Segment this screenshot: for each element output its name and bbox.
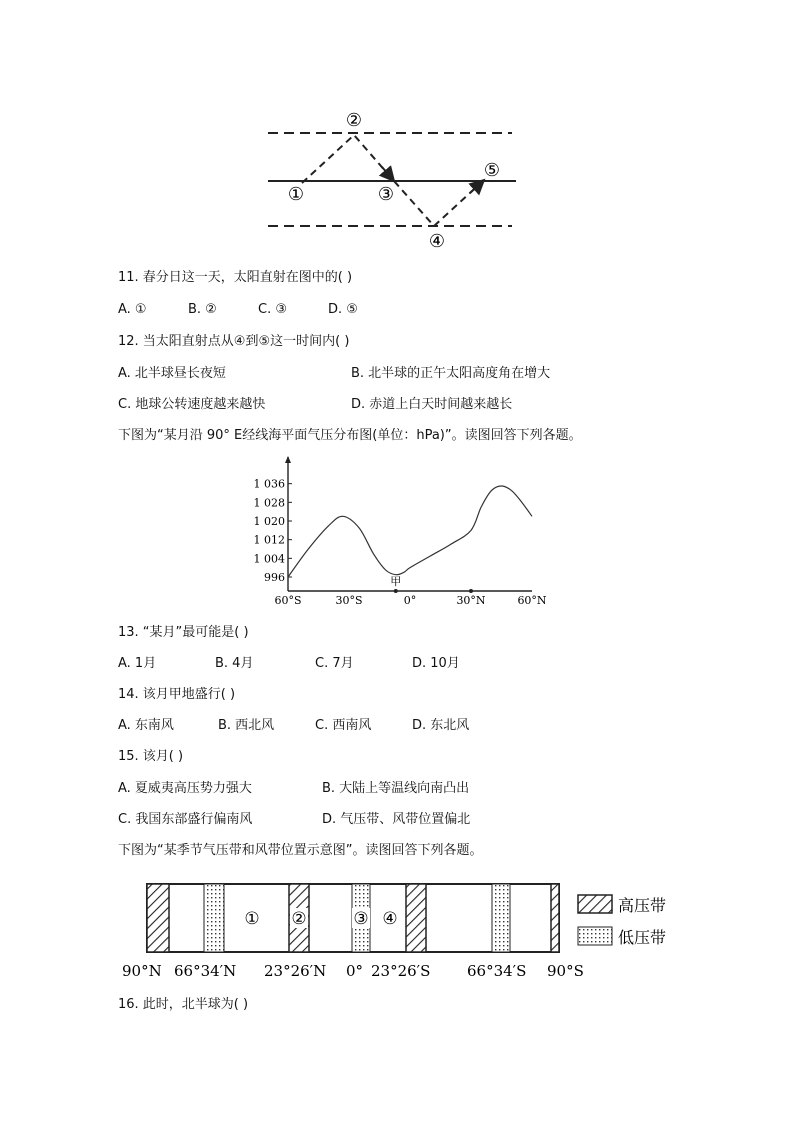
q12-option-d[interactable]: D. 赤道上白天时间越来越长 (351, 397, 513, 412)
y-tick-label: 1 020 (253, 515, 285, 528)
q14-option-c[interactable]: C. 西南风 (315, 718, 372, 733)
legend-low-swatch (578, 927, 612, 945)
pressure-line (288, 486, 532, 577)
q15-option-d[interactable]: D. 气压带、风带位置偏北 (322, 812, 471, 827)
lat-label-0: 0° (346, 962, 364, 980)
y-tick-label: 1 004 (253, 552, 285, 566)
q13-stem: 13. “某月”最可能是( ) (118, 625, 249, 640)
x-tick-label: 60°N (517, 594, 547, 607)
zone-4-label: ④ (382, 909, 398, 929)
y-tick-label: 996 (264, 571, 285, 584)
point-5-label: ⑤ (483, 160, 501, 181)
intro-belts-diagram: 下图为“某季节气压带和风带位置示意图”。读图回答下列各题。 (118, 843, 483, 858)
x-tick-label: 0° (403, 594, 417, 607)
q12-stem: 12. 当太阳直射点从④到⑤这一时间内( ) (118, 334, 350, 349)
zone-1-label: ① (244, 909, 260, 929)
lat-label-90s: 90°S (547, 962, 584, 980)
q11-option-a[interactable]: A. ① (118, 302, 147, 317)
q12-option-b[interactable]: B. 北半球的正午太阳高度角在增大 (351, 366, 551, 381)
x-tick-label: 60°S (274, 594, 302, 607)
q14-option-d[interactable]: D. 东北风 (412, 718, 470, 733)
q16-stem: 16. 此时，北半球为( ) (118, 997, 249, 1012)
y-tick-label: 1 036 (253, 477, 285, 491)
jia-label: 甲 (390, 575, 402, 588)
q15-option-b[interactable]: B. 大陆上等温线向南凸出 (322, 781, 470, 796)
pressure-belts-diagram (114, 872, 714, 984)
q14-option-a[interactable]: A. 东南风 (118, 718, 174, 733)
high-pressure-belt-polar-n (147, 884, 169, 952)
legend-high-label: 高压带 (618, 896, 667, 915)
x-tick-label: 30°S (335, 594, 363, 607)
q15-option-c[interactable]: C. 我国东部盛行偏南风 (118, 812, 253, 827)
q13-option-d[interactable]: D. 10月 (412, 656, 460, 671)
low-pressure-belt-subpolar-n (204, 884, 224, 952)
q14-option-b[interactable]: B. 西北风 (218, 718, 275, 733)
q13-option-a[interactable]: A. 1月 (118, 656, 157, 671)
q15-stem: 15. 该月( ) (118, 749, 184, 764)
y-tick-label: 1 012 (253, 533, 285, 547)
point-30n (469, 589, 473, 593)
jia-point (394, 589, 398, 593)
lat-label-66s: 66°34′S (467, 962, 527, 980)
intro-pressure-chart: 下图为“某月沿 90° E经线海平面气压分布图(单位：hPa)”。读图回答下列各题。 (118, 428, 582, 443)
q12-option-c[interactable]: C. 地球公转速度越来越快 (118, 397, 266, 412)
legend-high-swatch (578, 895, 612, 913)
point-2-label: ② (345, 110, 363, 131)
high-pressure-belt-subtropical-s (406, 884, 426, 952)
lat-label-23n: 23°26′N (264, 962, 327, 980)
low-pressure-belt-subpolar-s (492, 884, 510, 952)
q11-stem: 11. 春分日这一天，太阳直射在图中的( ) (118, 270, 353, 285)
x-tick-label: 30°N (456, 594, 486, 607)
q11-option-d[interactable]: D. ⑤ (328, 302, 358, 317)
q11-option-b[interactable]: B. ② (188, 302, 217, 317)
zone-3-label: ③ (353, 909, 369, 929)
lat-label-23s: 23°26′S (371, 962, 431, 980)
zone-2-label: ② (291, 909, 307, 929)
q11-option-c[interactable]: C. ③ (258, 302, 287, 317)
q13-option-c[interactable]: C. 7月 (315, 656, 354, 671)
q13-option-b[interactable]: B. 4月 (215, 656, 254, 671)
point-4-label: ④ (428, 231, 446, 252)
pressure-chart (240, 455, 560, 607)
point-3-label: ③ (377, 184, 395, 205)
high-pressure-belt-polar-s (551, 884, 559, 952)
legend-low-label: 低压带 (618, 928, 667, 947)
y-tick-label: 1 028 (253, 496, 285, 510)
q14-stem: 14. 该月甲地盛行( ) (118, 687, 236, 702)
q15-option-a[interactable]: A. 夏威夷高压势力强大 (118, 781, 252, 796)
sun-migration-diagram (262, 108, 522, 253)
lat-label-66n: 66°34′N (174, 962, 237, 980)
y-axis-arrow (285, 456, 291, 463)
point-1-label: ① (287, 184, 305, 205)
q12-option-a[interactable]: A. 北半球昼长夜短 (118, 366, 226, 381)
lat-label-90n: 90°N (122, 962, 162, 980)
